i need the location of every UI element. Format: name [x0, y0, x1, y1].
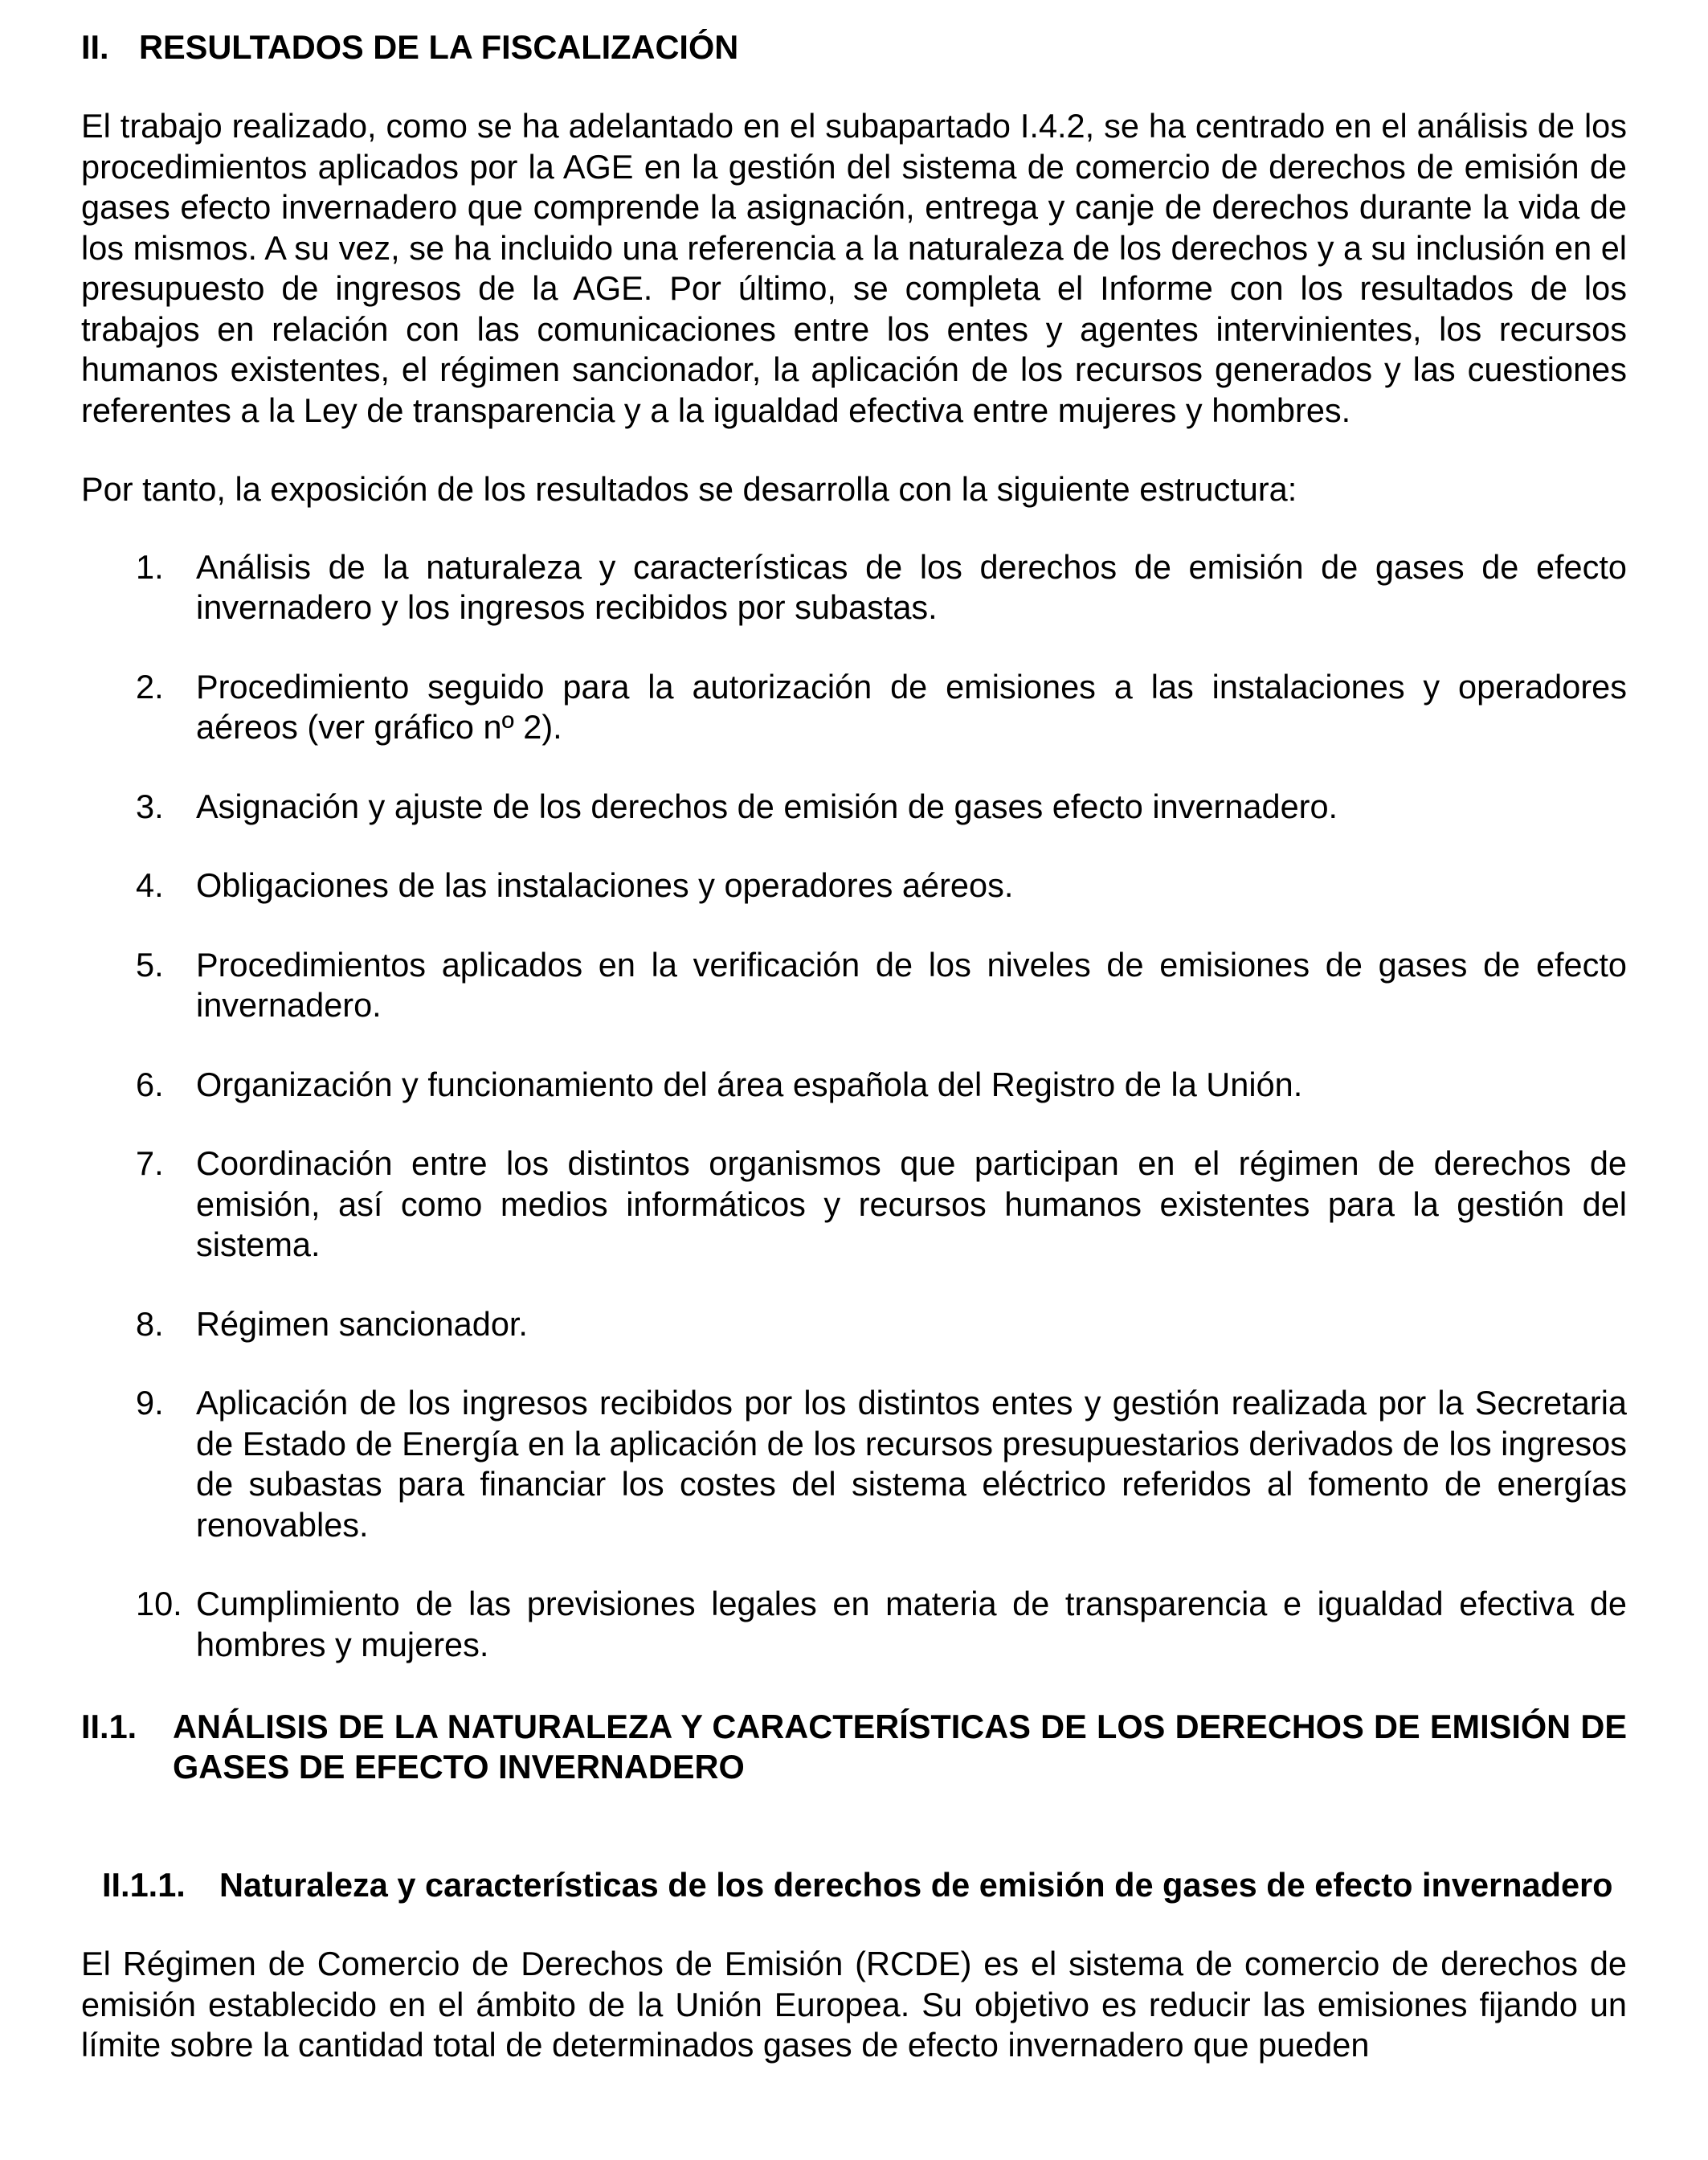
- list-item-number: 6.: [136, 1065, 164, 1103]
- list-item-text: Procedimientos aplicados en la verificación de los niveles de emisiones de gases de efecto invernadero.: [196, 945, 1627, 1024]
- subsection-heading: [81, 1865, 1627, 1905]
- list-item-number: 10.: [136, 1585, 182, 1622]
- list-item: [81, 667, 1627, 748]
- main-heading-number: II.: [81, 28, 109, 66]
- subsection-heading-number: II.1.1.: [102, 1866, 186, 1904]
- list-item-text: Régimen sancionador.: [196, 1304, 528, 1343]
- section-heading-title: ANÁLISIS DE LA NATURALEZA Y CARACTERÍSTICAS DE LOS DERECHOS DE EMISIÓN DE GASES DE EFECTO INVERNADERO: [173, 1708, 1627, 1786]
- list-item-text: Coordinación entre los distintos organismos que participan en el régimen de derechos de emisión, así como medios informáticos y recursos humanos existentes para la gestión del sistema.: [196, 1144, 1627, 1263]
- list-item: [81, 547, 1627, 628]
- main-heading-title: RESULTADOS DE LA FISCALIZACIÓN: [139, 28, 739, 66]
- list-item-number: 2.: [136, 667, 164, 706]
- list-item-number: 5.: [136, 945, 164, 984]
- list-item-text: Obligaciones de las instalaciones y operadores aéreos.: [196, 866, 1014, 904]
- list-item-number: 4.: [136, 866, 164, 904]
- list-item: [81, 945, 1627, 1026]
- closing-paragraph: El Régimen de Comercio de Derechos de Emisión (RCDE) es el sistema de comercio de derechos de emisión establecido en el ámbito de la Unión Europea. Su objetivo es reducir las emisiones fijando un límite sobre la cantidad total de determinados gases de efecto invernadero que pueden: [81, 1945, 1627, 2064]
- list-item: [81, 1584, 1627, 1665]
- list-item-number: 9.: [136, 1384, 164, 1422]
- document-page: [81, 27, 1627, 2066]
- list-item-number: 1.: [136, 547, 164, 586]
- list-item-text: Cumplimiento de las previsiones legales en materia de transparencia e igualdad efectiva de hombres y mujeres.: [196, 1585, 1627, 1663]
- list-item: [81, 1065, 1627, 1106]
- list-item: [81, 1383, 1627, 1545]
- list-item-text: Procedimiento seguido para la autorización de emisiones a las instalaciones y operadores aéreos (ver gráfico nº 2).: [196, 667, 1627, 746]
- list-item-text: Organización y funcionamiento del área española del Registro de la Unión.: [196, 1065, 1303, 1103]
- subsection-heading-title: Naturaleza y características de los derechos de emisión de gases de efecto invernadero: [219, 1866, 1613, 1904]
- structure-intro-paragraph: Por tanto, la exposición de los resultados se desarrolla con la siguiente estructura:: [81, 470, 1297, 508]
- list-item: [81, 865, 1627, 906]
- list-item-number: 8.: [136, 1304, 164, 1343]
- list-item-number: 7.: [136, 1144, 164, 1182]
- list-item-text: Asignación y ajuste de los derechos de emisión de gases efecto invernadero.: [196, 787, 1338, 825]
- list-item: [81, 787, 1627, 828]
- section-heading-number: II.1.: [81, 1708, 137, 1745]
- list-item: [81, 1304, 1627, 1345]
- list-item-number: 3.: [136, 787, 164, 825]
- list-item-text: Aplicación de los ingresos recibidos por los distintos entes y gestión realizada por la Secretaria de Estado de Energía en la aplicación de los recursos presupuestarios derivados de los ingresos de subastas para financiar los costes del sistema eléctrico referidos al fomento de energías renovables.: [196, 1384, 1627, 1544]
- structure-list: [81, 547, 1627, 1666]
- intro-paragraph: El trabajo realizado, como se ha adelantado en el subapartado I.4.2, se ha centrado en el análisis de los procedimientos aplicados por la AGE en la gestión del sistema de comercio de derechos de emisión de gases efecto invernadero que comprende la asignación, entrega y canje de derechos durante la vida de los mismos. A su vez, se ha incluido una referencia a la naturaleza de los derechos y a su inclusión en el presupuesto de ingresos de la AGE. Por último, se completa el Informe con los resultados de los trabajos en relación con las comunicaciones entre los entes y agentes intervinientes, los recursos humanos existentes, el régimen sancionador, la aplicación de los recursos generados y las cuestiones referentes a la Ley de transparencia y a la igualdad efectiva entre mujeres y hombres.: [81, 107, 1627, 429]
- section-heading: [81, 1707, 1627, 1787]
- main-heading: [81, 27, 1627, 68]
- list-item: [81, 1143, 1627, 1266]
- list-item-text: Análisis de la naturaleza y características de los derechos de emisión de gases de efecto invernadero y los ingresos recibidos por subastas.: [196, 547, 1627, 626]
